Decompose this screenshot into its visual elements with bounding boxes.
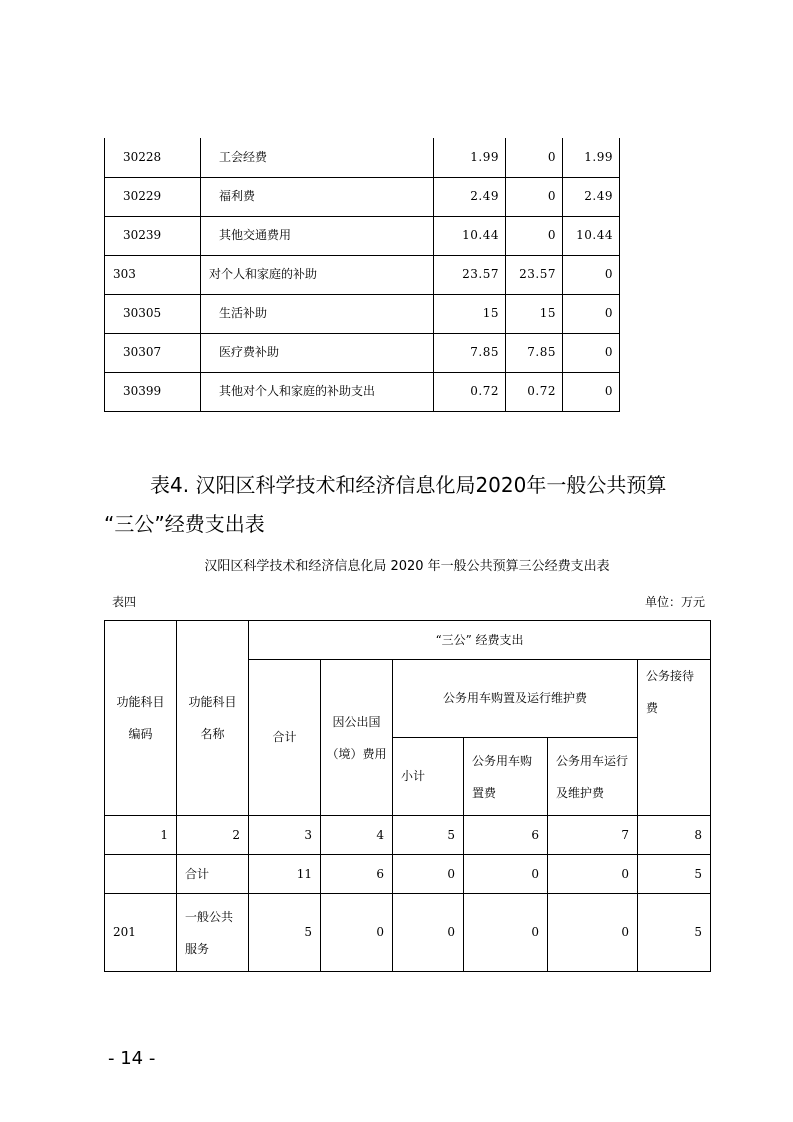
index-cell: 5: [393, 816, 464, 855]
index-cell: 7: [548, 816, 638, 855]
value-cell: 0: [548, 855, 638, 894]
value-cell: 2.49: [563, 177, 620, 216]
header-reception: 公务接待 费: [638, 660, 711, 816]
index-cell: 1: [105, 816, 177, 855]
page-number: - 14 -: [108, 1048, 156, 1069]
code-cell: 30399: [105, 372, 201, 411]
table-row: [105, 855, 711, 894]
code-cell: 30305: [105, 294, 201, 333]
table-row: [105, 177, 620, 216]
value-cell: 0: [321, 894, 393, 972]
code-cell: [105, 855, 177, 894]
name-cell: 医疗费补助: [201, 333, 434, 372]
table-row: [105, 216, 620, 255]
value-cell: 0: [464, 894, 548, 972]
code-cell: 303: [105, 255, 201, 294]
code-cell: 30228: [105, 138, 201, 177]
code-cell: 30229: [105, 177, 201, 216]
value-cell: 6: [321, 855, 393, 894]
table-row: [105, 894, 711, 972]
table-row: [105, 816, 711, 855]
table-row: [105, 138, 620, 177]
value-cell: 0: [506, 138, 563, 177]
header-func-name: 功能科目 名称: [177, 621, 249, 816]
three-public-expenses-table: [104, 620, 711, 972]
header-func-code: 功能科目 编码: [105, 621, 177, 816]
value-cell: 5: [638, 855, 711, 894]
value-cell: 7.85: [434, 333, 506, 372]
value-cell: 2.49: [434, 177, 506, 216]
unit-label: 单位：万元: [644, 595, 705, 609]
name-cell: 其他对个人和家庭的补助支出: [201, 372, 434, 411]
expenditure-table-continued: [104, 138, 620, 412]
index-cell: 2: [177, 816, 249, 855]
index-cell: 3: [249, 816, 321, 855]
value-cell: 5: [249, 894, 321, 972]
value-cell: 0: [506, 177, 563, 216]
table-row: [105, 333, 620, 372]
header-subtotal: 小计: [393, 738, 464, 816]
value-cell: 1.99: [563, 138, 620, 177]
header-vehicle: 公务用车购置及运行维护费: [393, 660, 638, 738]
value-cell: 0: [393, 894, 464, 972]
header-total: 合计: [249, 660, 321, 816]
name-cell: 对个人和家庭的补助: [201, 255, 434, 294]
value-cell: 0: [548, 894, 638, 972]
table-row: [105, 255, 620, 294]
index-cell: 8: [638, 816, 711, 855]
name-cell: 其他交通费用: [201, 216, 434, 255]
value-cell: 15: [506, 294, 563, 333]
value-cell: 0.72: [434, 372, 506, 411]
value-cell: 10.44: [563, 216, 620, 255]
code-cell: 30307: [105, 333, 201, 372]
value-cell: 0: [506, 216, 563, 255]
header-vehicle-purchase: 公务用车购 置费: [464, 738, 548, 816]
value-cell: 0.72: [506, 372, 563, 411]
table-number: 表四: [112, 595, 137, 609]
table-row: [105, 372, 620, 411]
index-cell: 6: [464, 816, 548, 855]
value-cell: 7.85: [506, 333, 563, 372]
value-cell: 15: [434, 294, 506, 333]
value-cell: 0: [464, 855, 548, 894]
section-heading: 表4. 汉阳区科学技术和经济信息化局2020年一般公共预算: [150, 473, 667, 497]
value-cell: 11: [249, 855, 321, 894]
section-heading-continued: “三公”经费支出表: [104, 512, 265, 536]
value-cell: 5: [638, 894, 711, 972]
value-cell: 0: [393, 855, 464, 894]
value-cell: 10.44: [434, 216, 506, 255]
value-cell: 1.99: [434, 138, 506, 177]
code-cell: 201: [105, 894, 177, 972]
code-cell: 30239: [105, 216, 201, 255]
name-cell: 合计: [177, 855, 249, 894]
header-vehicle-operation: 公务用车运行 及维护费: [548, 738, 638, 816]
name-cell: 一般公共 服务: [177, 894, 249, 972]
header-three-public-group: “三公” 经费支出: [249, 621, 711, 660]
name-cell: 工会经费: [201, 138, 434, 177]
table-row: [105, 294, 620, 333]
value-cell: 0: [563, 255, 620, 294]
value-cell: 0: [563, 372, 620, 411]
index-cell: 4: [321, 816, 393, 855]
header-abroad: 因公出国 （境）费用: [321, 660, 393, 816]
value-cell: 23.57: [434, 255, 506, 294]
table-title: 汉阳区科学技术和经济信息化局 2020 年一般公共预算三公经费支出表: [204, 559, 610, 574]
name-cell: 生活补助: [201, 294, 434, 333]
value-cell: 0: [563, 333, 620, 372]
name-cell: 福利费: [201, 177, 434, 216]
value-cell: 23.57: [506, 255, 563, 294]
value-cell: 0: [563, 294, 620, 333]
